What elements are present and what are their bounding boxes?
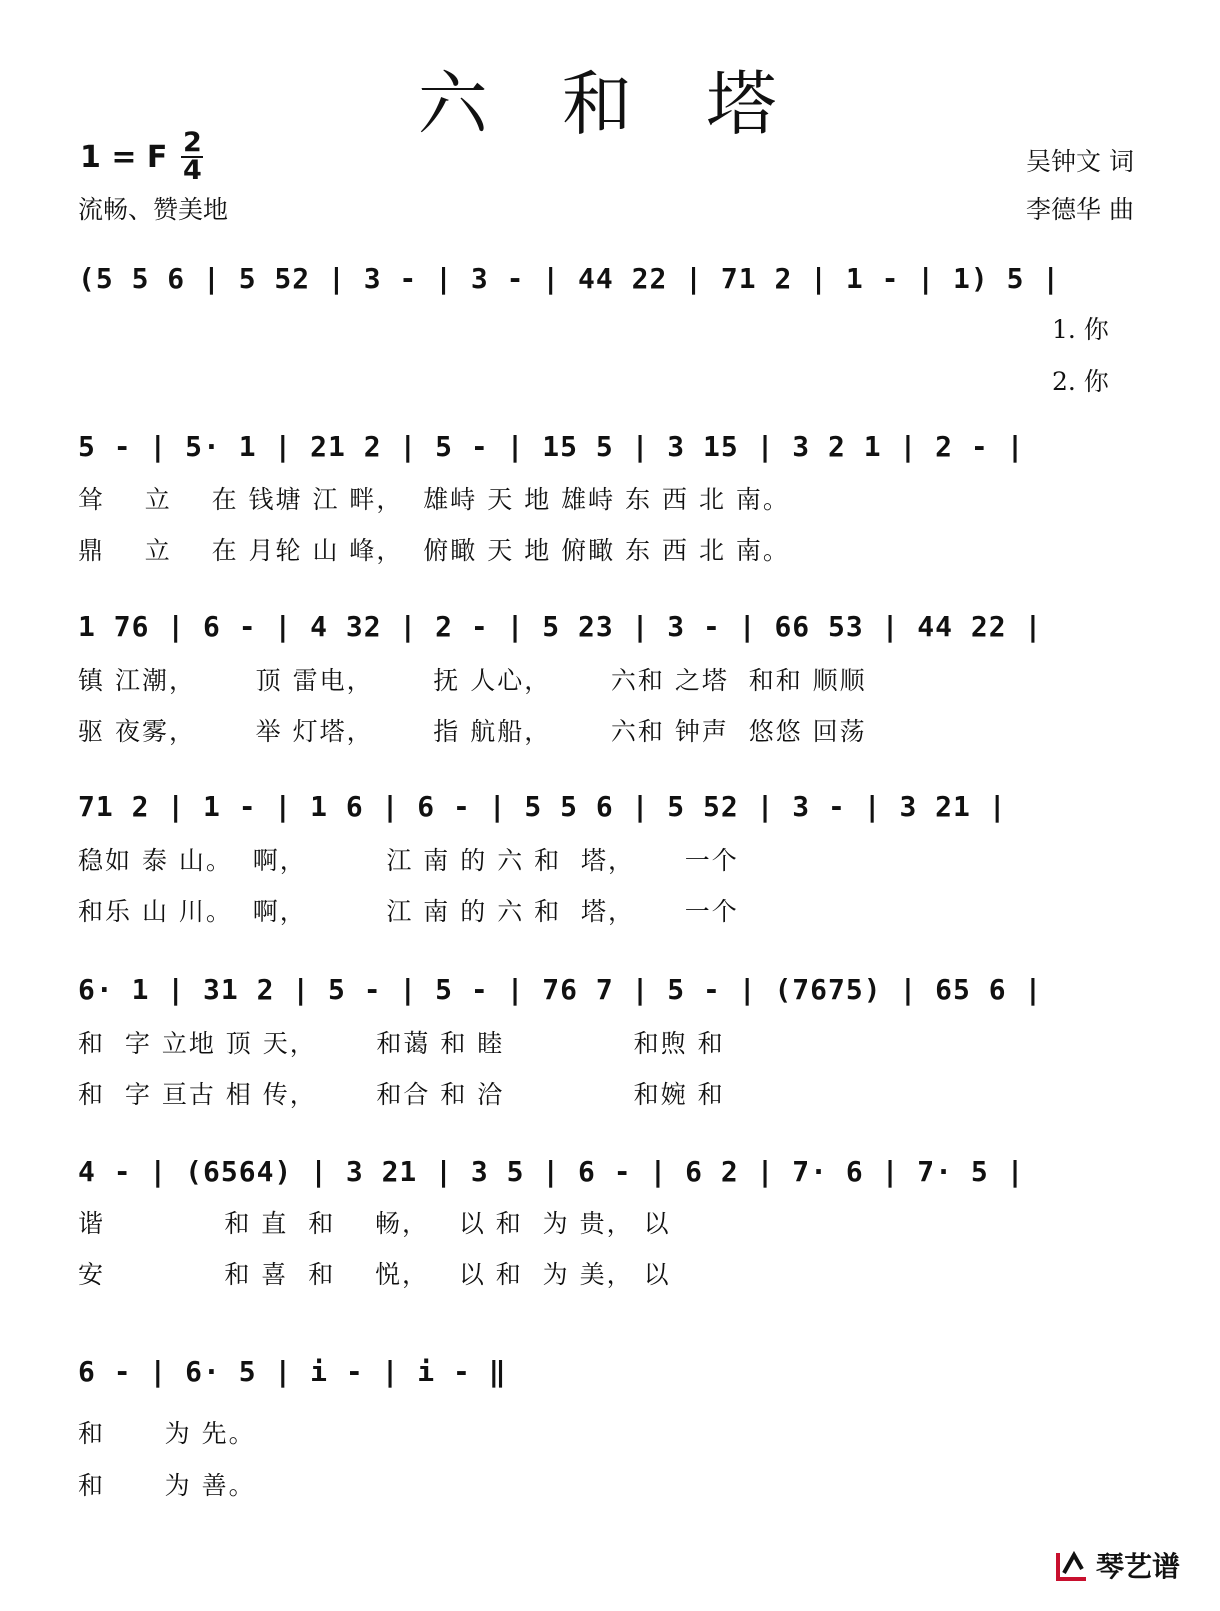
lyrics-2-verse-2: 鼎 立 在 月轮 山 峰， 俯瞰 天 地 俯瞰 东 西 北 南。	[78, 536, 790, 565]
time-top: 2	[183, 127, 202, 158]
watermark-text: 琴艺谱	[1095, 1550, 1180, 1583]
notation-line-1: (5 5 6 | 5 52 | 3 - | 3 - | 44 22 | 71 2 | 1 - | 1) 5 |	[78, 262, 1061, 295]
notation-line-3: 1 76 | 6 - | 4 32 | 2 - | 5 23 | 3 - | 66 53 | 44 22 |	[78, 610, 1043, 643]
verse-mark-2: 2. 你	[1052, 367, 1109, 396]
notation-line-4: 71 2 | 1 - | 1 6 | 6 - | 5 5 6 | 5 52 | 3 - | 3 21 |	[78, 790, 1007, 823]
key-signature	[80, 127, 203, 186]
lyrics-7-verse-2: 和 为 善。	[78, 1471, 256, 1500]
logo-icon	[1054, 1547, 1090, 1583]
lyrics-5-verse-1: 和 字 立地 顶 天， 和蔼 和 睦 和煦 和	[78, 1029, 725, 1058]
lyrics-7-verse-1: 和 为 先。	[78, 1419, 256, 1448]
lyrics-4-verse-1: 稳如 泰 山。 啊， 江 南 的 六 和 塔， 一个	[78, 846, 739, 875]
time-signature	[181, 127, 203, 186]
song-title: 六 和 塔	[417, 63, 803, 145]
lyrics-6-verse-2: 安 和 喜 和 悦， 以 和 为 美， 以	[78, 1260, 671, 1289]
lyrics-4-verse-2: 和乐 山 川。 啊， 江 南 的 六 和 塔， 一个	[78, 897, 739, 926]
notation-line-2: 5 - | 5· 1 | 21 2 | 5 - | 15 5 | 3 15 | 3 2 1 | 2 - |	[78, 430, 1025, 463]
notation-line-7: 6 - | 6· 5 | i - | i - ‖	[78, 1355, 507, 1388]
lyrics-3-verse-2: 驱 夜雾， 举 灯塔， 指 航船， 六和 钟声 悠悠 回荡	[78, 717, 867, 746]
lyrics-3-verse-1: 镇 江潮， 顶 雷电， 抚 人心， 六和 之塔 和和 顺顺	[78, 666, 867, 695]
tempo-marking: 流畅、赞美地	[78, 195, 229, 224]
key-tonic: 1 = F	[80, 139, 168, 175]
lyrics-2-verse-1: 耸 立 在 钱塘 江 畔， 雄峙 天 地 雄峙 东 西 北 南。	[78, 485, 790, 514]
lyricist-credit: 吴钟文 词	[1026, 147, 1134, 176]
composer-credit: 李德华 曲	[1026, 195, 1134, 224]
notation-line-6: 4 - | (6564) | 3 21 | 3 5 | 6 - | 6 2 | 7· 6 | 7· 5 |	[78, 1155, 1025, 1188]
site-watermark	[1054, 1545, 1180, 1585]
notation-line-5: 6· 1 | 31 2 | 5 - | 5 - | 76 7 | 5 - | (7675) | 65 6 |	[78, 973, 1043, 1006]
lyrics-6-verse-1: 谐 和 直 和 畅， 以 和 为 贵， 以	[78, 1209, 671, 1238]
lyrics-5-verse-2: 和 字 亘古 相 传， 和合 和 洽 和婉 和	[78, 1080, 725, 1109]
verse-mark-1: 1. 你	[1052, 315, 1109, 344]
time-bottom: 4	[183, 155, 202, 186]
